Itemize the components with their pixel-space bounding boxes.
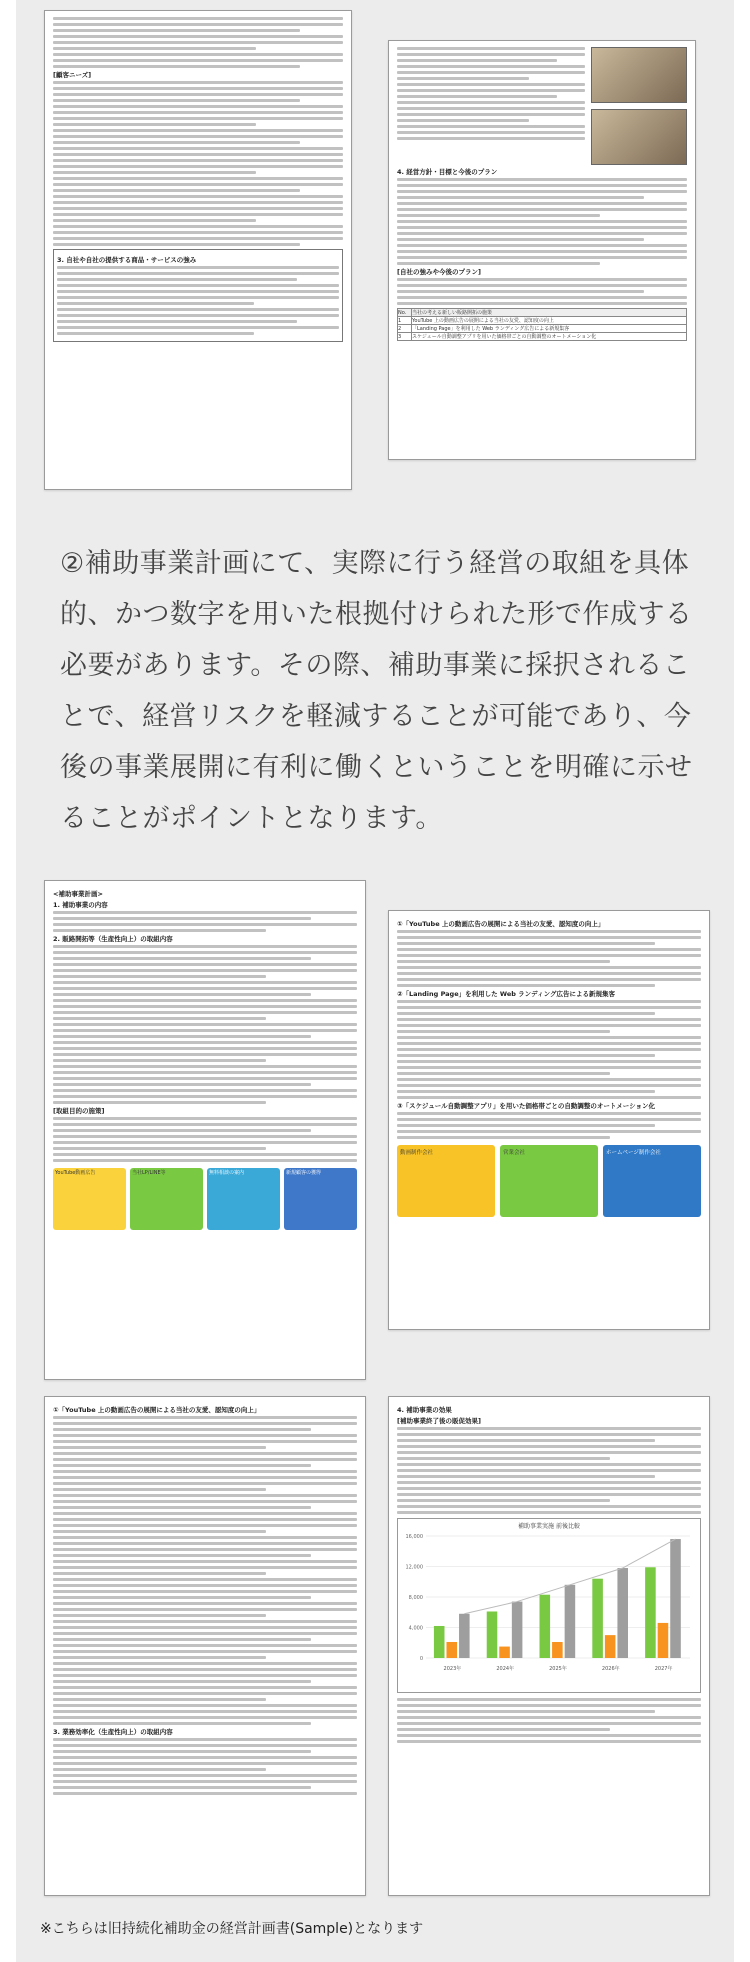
sample-page-6 [388, 1396, 710, 1896]
page3-heading-4: [取組目的の施策] [53, 1107, 105, 1115]
y-tick-label: 8,000 [408, 1595, 423, 1601]
card-sales: 営業会社 [500, 1145, 598, 1217]
page1-heading-1: [顧客ニーズ] [53, 71, 92, 79]
table-row-2: 「Landing Page」を利用した Web ランディング広告による新規集客 [412, 325, 687, 333]
chart-bar [617, 1568, 628, 1658]
page5-heading-1: ①「YouTube 上の動画広告の展開による当社の友愛、認知度の向上」 [53, 1406, 261, 1414]
table-header-title: 当社の考える新しい販路開拓の施策 [412, 309, 687, 317]
page3-heading-3: 2. 販路開拓等（生産性向上）の取組内容 [53, 935, 173, 943]
y-tick-label: 4,000 [408, 1625, 423, 1632]
chart-bar [592, 1579, 603, 1658]
page2-table: No. 当社の考える新しい販路開拓の施策 1 YouTube 上の動画広告の展開による当社の友愛、認知度の向上 2 「Landing Page」を利用した Web ランディング広告による新規集客 3 スケジュール自動調整アプリを用いた価格帯ごとの自動調整のオートメーション化 [397, 308, 687, 341]
chart-bar [645, 1567, 656, 1658]
table-row-3: スケジュール自動調整アプリを用いた価格帯ごとの自動調整のオートメーション化 [412, 333, 687, 341]
photo-2 [591, 109, 687, 165]
chart-bar [658, 1623, 669, 1658]
sample-page-4 [388, 910, 710, 1330]
flow-step-1: YouTube動画広告 [53, 1168, 126, 1230]
card-video: 動画制作会社 [397, 1145, 495, 1217]
page4-cards [397, 1145, 701, 1217]
flow-step-2: 当社LP/LINE等 [130, 1168, 203, 1230]
chart-bar [446, 1642, 457, 1658]
chart-bar [459, 1614, 470, 1658]
y-tick-label: 0 [419, 1656, 423, 1662]
footer-caption: ※こちらは旧持続化補助金の経営計画書(Sample)となります [40, 1921, 424, 1937]
card-web: ホームページ制作会社 [603, 1145, 701, 1217]
chart-bar [565, 1585, 576, 1658]
x-tick-label: 2024年 [496, 1666, 515, 1672]
chart-bar [552, 1642, 563, 1658]
page6-heading-1: 4. 補助事業の効果 [397, 1406, 452, 1414]
chart-svg [398, 1530, 698, 1688]
chart-container [397, 1518, 701, 1693]
page1-strengths-box [53, 249, 343, 342]
photo-1 [591, 47, 687, 103]
chart-bar [605, 1635, 616, 1658]
table-row-1: YouTube 上の動画広告の展開による当社の友愛、認知度の向上 [412, 317, 687, 325]
x-tick-label: 2025年 [549, 1666, 567, 1672]
chart-bar [670, 1539, 681, 1658]
chart-bar [499, 1647, 510, 1658]
chart-bar [434, 1626, 445, 1658]
sample-page-5 [44, 1396, 366, 1896]
chart-bar [512, 1602, 523, 1658]
chart-bar [487, 1611, 498, 1658]
y-tick-label: 12,000 [405, 1564, 423, 1571]
flow-step-3: 無料相談の案内 [207, 1168, 280, 1230]
page3-flow-diagram [53, 1168, 357, 1230]
flow-step-4: 新規顧客の獲得 [284, 1168, 357, 1230]
page4-heading-1: ①「YouTube 上の動画広告の展開による当社の友愛、認知度の向上」 [397, 920, 605, 928]
x-tick-label: 2026年 [601, 1666, 620, 1672]
page3-heading-2: 1. 補助事業の内容 [53, 901, 108, 909]
table-header-no: No. [398, 309, 412, 317]
chart-title: 補助事業実施 前後比較 [518, 1523, 580, 1530]
page4-heading-3: ③「スケジュール自動調整アプリ」を用いた価格帯ごとの自動調整のオートメーション化 [397, 1102, 656, 1110]
sample-page-3 [44, 880, 366, 1380]
page6-heading-2: [補助事業終了後の販促効果] [397, 1417, 481, 1425]
x-tick-label: 2027年 [654, 1666, 673, 1672]
page1-heading-2: 3. 自社や自社の提供する商品・サービスの強み [57, 256, 197, 264]
page5-heading-2: 3. 業務効率化（生産性向上）の取組内容 [53, 1728, 173, 1736]
sample-page-2 [388, 40, 696, 460]
main-paragraph: ②補助事業計画にて、実際に行う経営の取組を具体的、かつ数字を用いた根拠付けられた形で作成する必要があります。その際、補助事業に採択されることで、経営リスクを軽減することが可能であり、今後の事業展開に有利に働くということを明確に示せることがポイントとなります。 [60, 548, 693, 834]
chart-bar [540, 1595, 551, 1658]
page4-heading-2: ②「Landing Page」を利用した Web ランディング広告による新規集客 [397, 990, 615, 998]
page3-heading-1: <補助事業計画> [53, 890, 103, 898]
sample-page-1 [44, 10, 352, 490]
x-tick-label: 2023年 [443, 1666, 462, 1672]
page2-heading-1: 4. 経営方針・目標と今後のプラン [397, 168, 498, 176]
y-tick-label: 16,000 [405, 1534, 423, 1540]
page2-heading-2: [自社の強みや今後のプラン] [397, 268, 481, 276]
